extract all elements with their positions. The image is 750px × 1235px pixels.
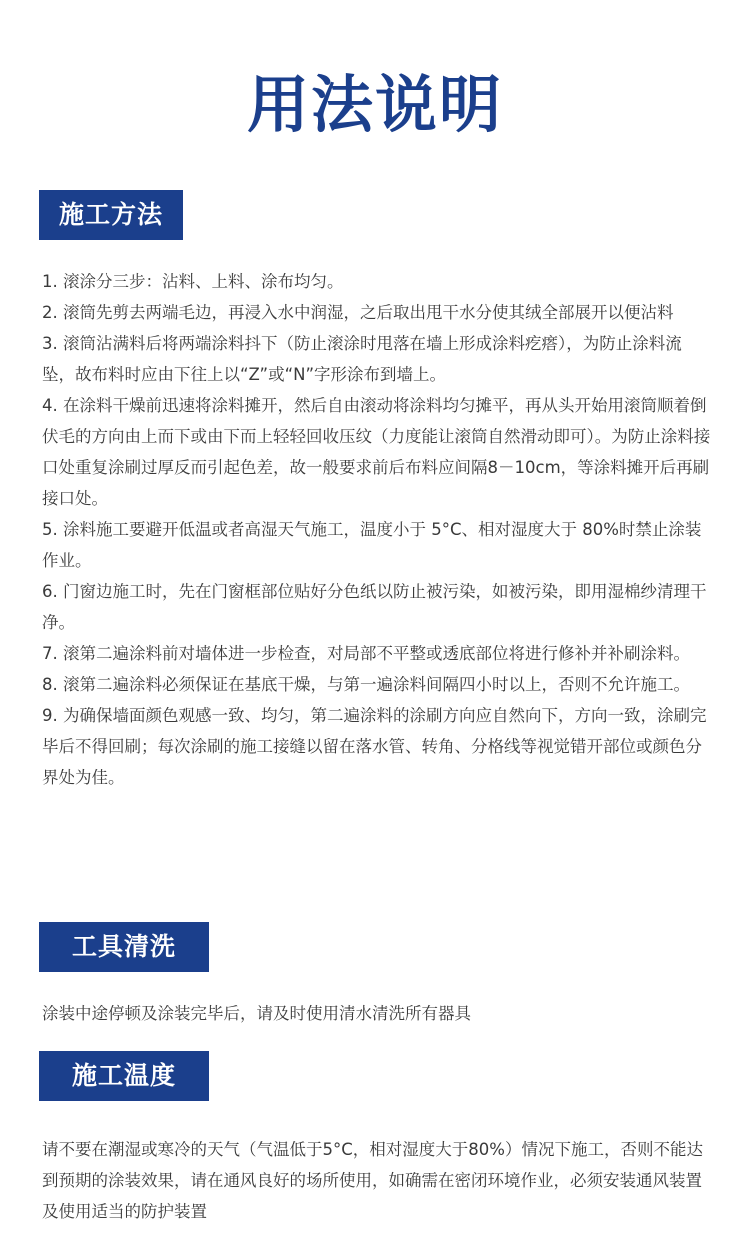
page-title: 用法说明 xyxy=(246,68,503,141)
step-item-8: 8. 滚第二遍涂料必须保证在基底干燥，与第一遍涂料间隔四小时以上，否则不允许施工。 xyxy=(42,675,690,694)
step-item-6: 6. 门窗边施工时，先在门窗框部位贴好分色纸以防止被污染，如被污染，即用湿棉纱清理干净。 xyxy=(42,582,707,632)
clean-text: 涂装中途停顿及涂装完毕后，请及时使用清水清洗所有器具 xyxy=(42,1004,471,1023)
step-item-4: 4. 在涂料干燥前迅速将涂料摊开，然后自由滚动将涂料均匀摊平，再从头开始用滚筒顺着倒伏毛的方向由上而下或由下而上轻轻回收压纹（力度能让滚筒自然滑动即可）。为防止涂料接口处重复涂刷过厚反而引起色差，故一般要求前后布料应间隔8－10cm，等涂料摊开后再刷接口处。 xyxy=(42,396,711,508)
step-item-1: 1. 滚涂分三步：沾料、上料、涂布均匀。 xyxy=(42,272,344,291)
step-item-9: 9. 为确保墙面颜色观感一致、均匀，第二遍涂料的涂刷方向应自然向下，方向一致，涂刷完毕后不得回刷；每次涂刷的施工接缝以留在落水管、转角、分格线等视觉错开部位或颜色分界处为佳。 xyxy=(42,706,707,787)
section-heading-temperature: 施工温度 xyxy=(39,1051,209,1101)
step-item-3: 3. 滚筒沾满料后将两端涂料抖下（防止滚涂时甩落在墙上形成涂料疙瘩），为防止涂料流坠，故布料时应由下往上以“Z”或“N”字形涂布到墙上。 xyxy=(42,334,682,384)
method-steps-list xyxy=(42,266,712,793)
section-heading-clean: 工具清洗 xyxy=(39,922,209,972)
step-item-2: 2. 滚筒先剪去两端毛边，再浸入水中润湿，之后取出甩干水分使其绒全部展开以便沾料 xyxy=(42,303,674,322)
step-item-7: 7. 滚第二遍涂料前对墙体进一步检查，对局部不平整或透底部位将进行修补并补刷涂料。 xyxy=(42,644,690,663)
section-heading-method: 施工方法 xyxy=(39,190,183,240)
temperature-text: 请不要在潮湿或寒冷的天气（气温低于5°C，相对湿度大于80%）情况下施工，否则不能达到预期的涂装效果，请在通风良好的场所使用，如确需在密闭环境作业，必须安装通风装置及使用适当的防护装置 xyxy=(42,1140,703,1221)
step-item-5: 5. 涂料施工要避开低温或者高湿天气施工，温度小于 5°C、相对湿度大于 80%时禁止涂装作业。 xyxy=(42,520,702,570)
